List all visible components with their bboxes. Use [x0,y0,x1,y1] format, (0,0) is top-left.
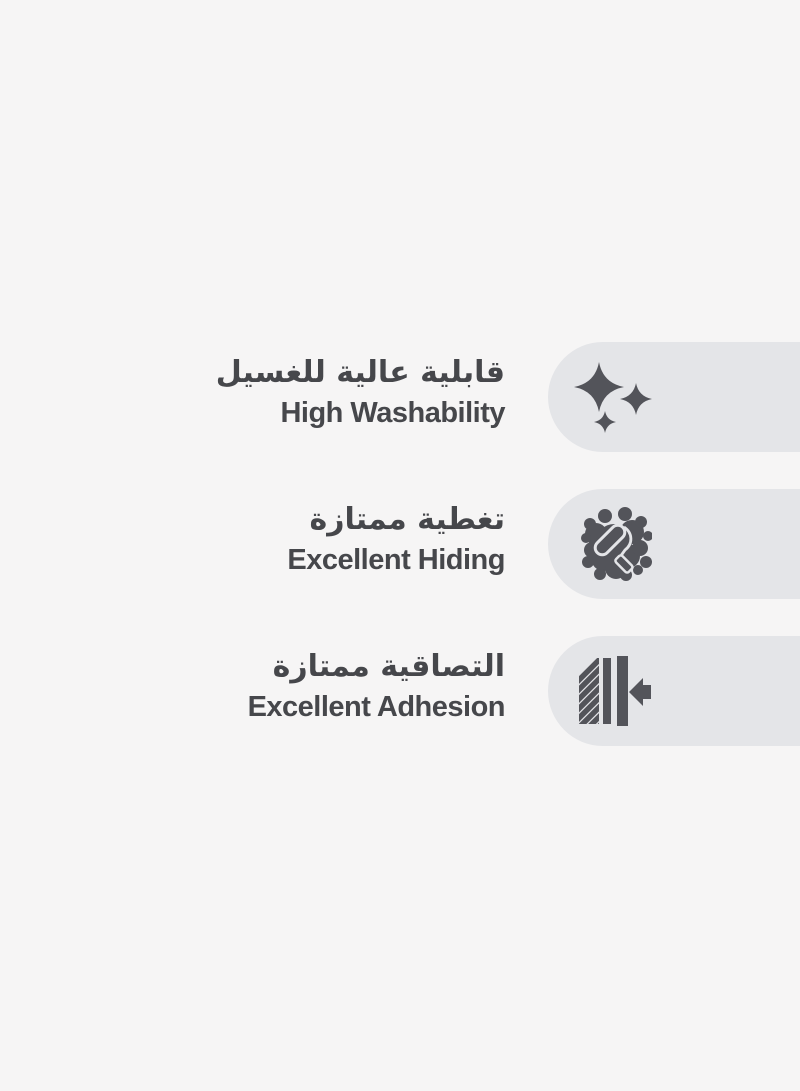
paint-roller-splat-icon [578,506,652,582]
feature-english-label: High Washability [280,396,505,429]
feature-text-adhesion [0,649,505,724]
feature-pill [548,489,800,599]
sparkles-icon [574,357,654,437]
feature-text-washability [0,355,505,430]
feature-arabic-label: التصاقية ممتازة [272,648,505,684]
feature-arabic-label: تغطية ممتازة [309,501,505,537]
feature-english-label: Excellent Hiding [287,543,505,576]
feature-english-label: Excellent Adhesion [247,690,505,723]
feature-row-washability [0,342,800,452]
feature-text-hiding [0,502,505,577]
feature-pill [548,636,800,746]
feature-row-adhesion [0,636,800,746]
feature-arabic-label: قابلية عالية للغسيل [215,354,505,390]
feature-pill [548,342,800,452]
feature-list [0,342,800,746]
feature-row-hiding [0,489,800,599]
wall-adhesion-arrow-icon [577,654,651,728]
